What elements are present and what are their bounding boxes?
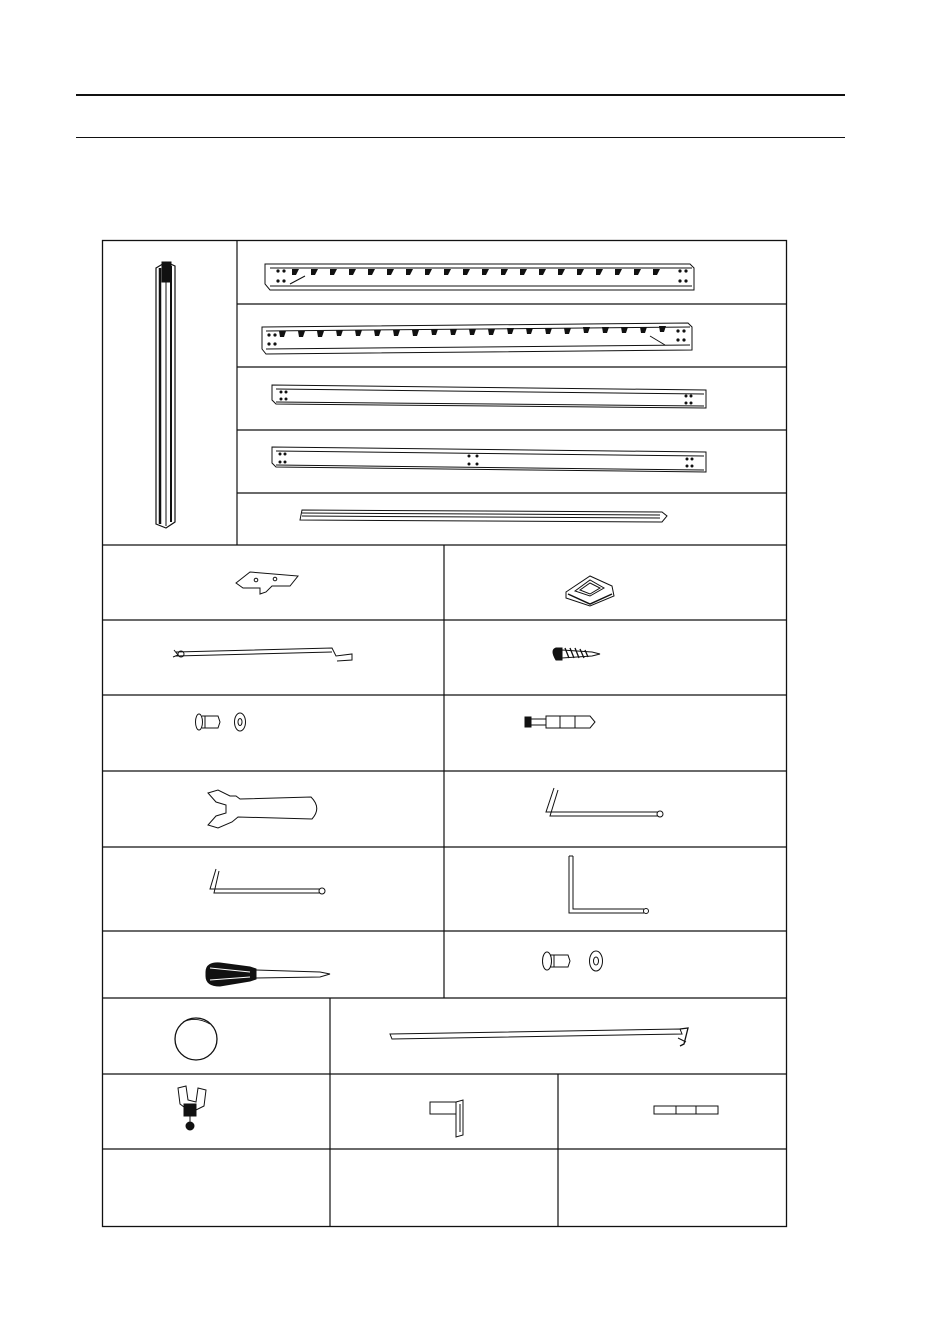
flange-bolt-with-washer-drawing (196, 713, 246, 731)
self-tapping-screw-drawing (553, 648, 600, 660)
expansion-anchor-drawing (525, 716, 595, 728)
connector-sleeve-drawing (654, 1106, 718, 1114)
vertical-post-drawing (156, 262, 175, 528)
side-beam-a-drawing (272, 385, 706, 408)
screwdriver-drawing (206, 963, 330, 986)
long-rod-drawing (390, 1028, 688, 1046)
hex-key-small-drawing (210, 869, 325, 894)
linkage-rod-drawing (173, 648, 352, 661)
l-bracket-drawing (430, 1100, 463, 1137)
short-bolt-with-washer-drawing (543, 951, 603, 971)
round-cap-drawing (175, 1018, 217, 1060)
hex-key-large-drawing (569, 856, 649, 914)
corner-plate-drawing (236, 572, 298, 594)
slim-track-drawing (300, 510, 667, 522)
side-beam-b-drawing (272, 447, 706, 472)
table-grid (102, 240, 787, 1226)
rack-rail-a-drawing (265, 264, 694, 290)
base-foot-plate-drawing (566, 576, 614, 606)
open-end-wrench-drawing (208, 790, 317, 828)
rack-rail-b-drawing (262, 323, 692, 354)
hex-key-medium-drawing (546, 788, 663, 817)
hinge-bracket-drawing (178, 1086, 206, 1130)
